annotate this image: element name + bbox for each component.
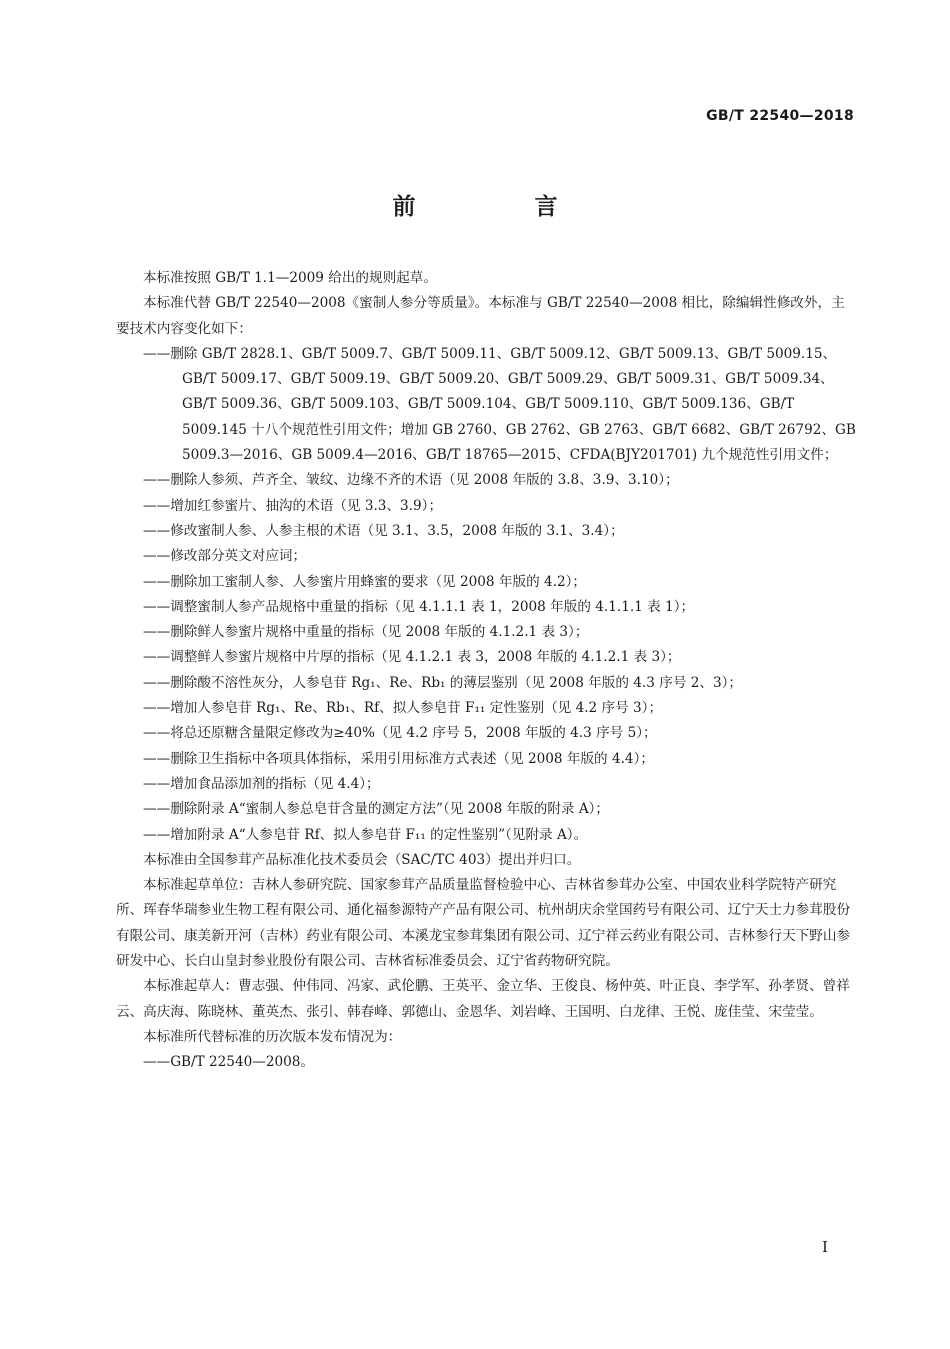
list-item: ——增加红参蜜片、抽沟的术语（见 3.3、3.9）； xyxy=(143,497,443,514)
paragraph-drafting-rules: 本标准按照 GB/T 1.1—2009 给出的规则起草。 xyxy=(143,270,437,286)
standard-number: GB/T 22540—2018 xyxy=(706,108,854,124)
history-list xyxy=(116,1050,856,1075)
paragraph-drafters: 本标准起草人：曹志强、仲伟同、冯家、武伦鹏、王英平、金立华、王俊良、杨仲英、叶正良、李学军、孙孝贤、曾祥云、高庆海、陈晓林、董英杰、张引、韩春峰、郭德山、金恩华、刘岩峰、王国明、白龙律、王悦、庞佳莹、宋莹莹。 xyxy=(116,978,850,1020)
paragraph-drafting-units: 本标准起草单位：吉林人参研究院、国家参茸产品质量监督检验中心、吉林省参茸办公室、中国农业科学院特产研究所、珲春华瑞参业生物工程有限公司、通化福参源特产产品有限公司、杭州胡庆余堂国药号有限公司、辽宁天士力参茸股份有限公司、康美新开河（吉林）药业有限公司、本溪龙宝参茸集团有限公司、辽宁祥云药业有限公司、吉林参行天下野山参研发中心、长白山皇封参业股份有限公司、吉林省标准委员会、辽宁省药物研究院。 xyxy=(116,877,851,970)
list-item: ——删除卫生指标中各项具体指标，采用引用标准方式表述（见 2008 年版的 4.4）； xyxy=(143,750,654,767)
list-item: ——删除附录 A“蜜制人参总皂苷含量的测定方法”（见 2008 年版的附录 A）； xyxy=(143,801,610,818)
list-item: ——增加附录 A“人参皂苷 Rf、拟人参皂苷 F₁₁ 的定性鉴别”（见附录 A）。 xyxy=(143,826,588,843)
paragraph-history-intro: 本标准所代替标准的历次版本发布情况为： xyxy=(143,1028,402,1045)
paragraph-replacement: 本标准代替 GB/T 22540—2008《蜜制人参分等质量》。本标准与 GB/T 22540—2008 相比，除编辑性修改外，主要技术内容变化如下： xyxy=(116,295,845,337)
list-item: ——增加人参皂苷 Rg₁、Re、Rb₁、Rf、拟人参皂苷 F₁₁ 定性鉴别（见 4.2 序号 3）； xyxy=(143,700,663,717)
list-item: ——GB/T 22540—2008。 xyxy=(143,1054,315,1071)
list-item: ——删除酸不溶性灰分，人参皂苷 Rg₁、Re、Rb₁ 的薄层鉴别（见 2008 年版的 4.3 序号 2、3）； xyxy=(143,674,743,691)
list-item: ——删除加工蜜制人参、人参蜜片用蜂蜜的要求（见 2008 年版的 4.2）； xyxy=(143,573,586,590)
paragraph-proposer: 本标准由全国参茸产品标准化技术委员会（SAC/TC 403）提出并归口。 xyxy=(143,851,581,868)
list-item: ——删除 GB/T 2828.1、GB/T 5009.7、GB/T 5009.11、GB/T 5009.12、GB/T 5009.13、GB/T 5009.15、GB/T 5009.17、GB/T 5009.19、GB/T 5009.20、GB/T 5009.29、GB/T 5009.31、GB/T 5009.34、GB/T 5009.36、GB/T 5009.103、GB/T 5009.104、GB/T 5009.110、GB/T 5009.136、GB/T 5009.145 十八个规范性引用文件；增加 GB 2760、GB 2762、GB 2763、GB/T 6682、GB/T 26792、GB 5009.3—2016、GB 5009.4—2016、GB/T 18765—2015、CFDA(BJY201701) 九个规范性引用文件； xyxy=(143,345,856,464)
changes-list xyxy=(116,342,856,848)
list-item: ——调整蜜制人参产品规格中重量的指标（见 4.1.1.1 表 1，2008 年版的 4.1.1.1 表 1）； xyxy=(143,598,695,615)
list-item: ——删除鲜人参蜜片规格中重量的指标（见 2008 年版的 4.1.2.1 表 3）； xyxy=(143,624,589,641)
page-title: 前 言 xyxy=(392,194,606,220)
list-item: ——将总还原糖含量限定修改为≥40%（见 4.2 序号 5，2008 年版的 4.3 序号 5）； xyxy=(143,725,657,742)
document-body xyxy=(116,266,856,1076)
list-item: ——增加食品添加剂的指标（见 4.4）； xyxy=(143,775,380,792)
list-item: ——删除人参须、芦齐全、皱纹、边缘不齐的术语（见 2008 年版的 3.8、3.9、3.10）； xyxy=(143,472,679,489)
page-number: I xyxy=(822,1238,828,1256)
list-item: ——调整鲜人参蜜片规格中片厚的指标（见 4.1.2.1 表 3，2008 年版的 4.1.2.1 表 3）； xyxy=(143,649,681,666)
list-item: ——修改蜜制人参、人参主根的术语（见 3.1、3.5，2008 年版的 3.1、3.4）； xyxy=(143,522,624,539)
list-item: ——修改部分英文对应词； xyxy=(143,548,307,565)
